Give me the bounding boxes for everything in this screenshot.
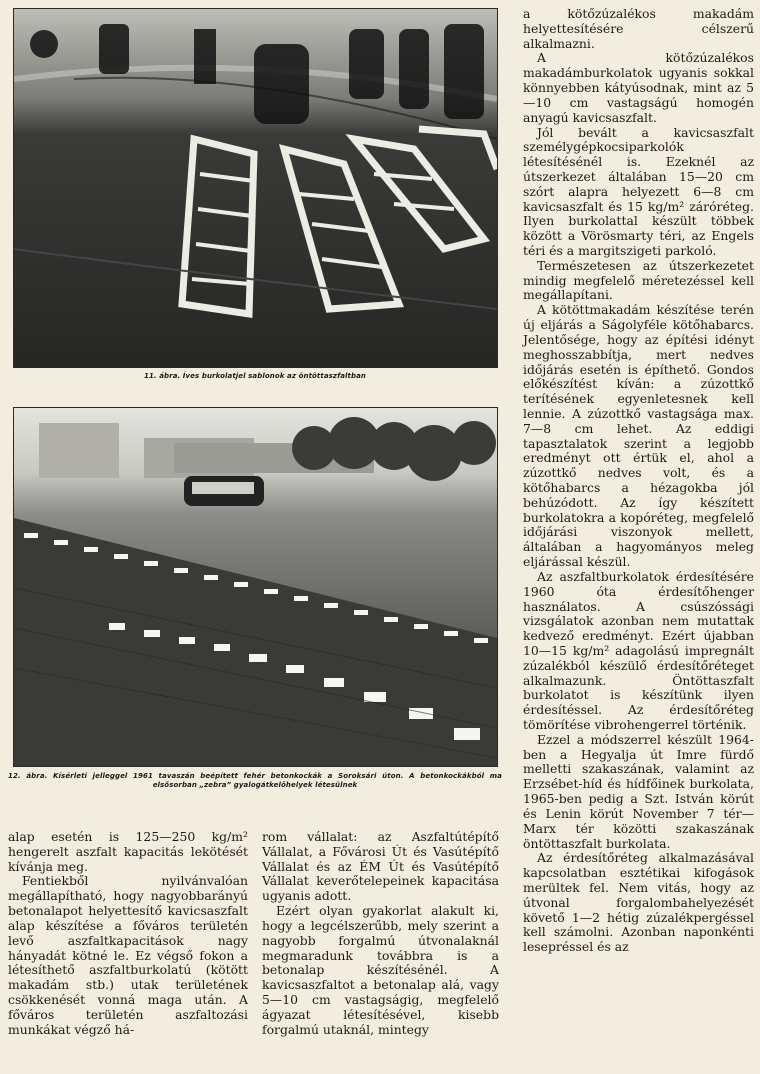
figure-12-image	[14, 408, 497, 766]
figure-11-photo	[13, 8, 498, 368]
paragraph: Fentiekből nyilvánvalóan megállapítható, hogy nagyobbarányú betonalapot helyettesítő kavicsaszfalt alap készítése a főváros területén levő aszfaltkapacitások nagy hányadát kötné le. Ez végső fokon a létesíthető aszfaltburkolatú (kötött makadám stb.) utak területének csökkenését vonná maga után. A főváros területén aszfaltozási munkákat végző há-	[8, 873, 248, 1037]
figure-11-caption: 11. ábra. Íves burkolatjel sablonok az öntöttaszfaltban	[143, 372, 367, 380]
paragraph: Az érdesítőréteg alkalmazásával kapcsolatban esztétikai kifogások merültek fel. Nem vitás, hogy az útvonal forgalombahelyezését követő 1—2 hétig zúzalékpergéssel kell számolni. Azonban naponkénti lesepréssel és az	[523, 850, 754, 955]
paragraph: alap esetén is 125—250 kg/m² hengerelt aszfalt kapacitás lekötését kívánja meg.	[8, 829, 248, 874]
paragraph: Ezzel a módszerrel készült 1964-ben a Hegyalja út Imre fürdő melletti szakaszának, valamint az Erzsébet-híd és hídfőinek burkolata, 1965-ben pedig a Szt. István körút és Lenin körút November 7 tér—Marx tér közötti szakaszának öntöttaszfalt burkolata.	[523, 731, 754, 851]
figure-12-photo	[13, 407, 498, 767]
paragraph: rom vállalat: az Aszfaltútépítő Vállalat, a Fővárosi Út és Vasútépítő Vállalat és az ÉM Út és Vasútépítő Vállalat keverőtelepeinek kapacitása ugyanis adott.	[262, 829, 499, 904]
paragraph: A kötöttmakadám készítése terén új eljárás a Ságolyféle kötőhabarcs. Jelentősége, hogy az építési idényt meghosszabbítja, mert nedves időjárás esetén is építhető. Gondos előkészítést kíván: a zúzottkő terítésének egyenletesnek kell lennie. A zúzottkő vastagsága max. 7—8 cm lehet. Az eddigi tapasztalatok szerint a legjobb eredményt ott értük el, ahol a zúzottkő nedves volt, és a kötőhabarcs a hézagokba jól behúzódott. Az így készített burkolatokra a kopóréteg, megfelelő időjárási viszonyok mellett, általában a hagyományos meleg eljárással készül.	[523, 302, 754, 570]
paragraph: Természetesen az útszerkezetet mindig megfelelő méretezéssel kell megállapítani.	[523, 257, 754, 303]
text-column-right	[523, 7, 754, 955]
paragraph: Az aszfaltburkolatok érdesítésére 1960 óta érdesítőhenger használatos. A csúszóssági vizsgálatok azonban nem mutattak kedvező eredményt. Ezért újabban 10—15 kg/m² adagolású impregnált zúzalékból készülő érdesítőréteget alkalmazunk. Öntöttaszfalt burkolatot is készítünk ilyen érdesítéssel. Az érdesítőréteg tömörítése vibrohengerrel történik.	[523, 568, 754, 732]
paragraph: Ezért olyan gyakorlat alakult ki, hogy a legcélszerűbb, mely szerint a nagyobb forgalmú útvonalaknál megmaradunk továbbra is a betonalap készítésénél. A kavicsaszfaltot a betonalap alá, vagy 5—10 cm vastagságig, megfelelő ágyazat létesítésével, kisebb forgalmú utaknál, mintegy	[262, 903, 499, 1037]
text-column-left	[8, 830, 248, 1037]
text-column-middle	[262, 830, 499, 1037]
paragraph: A kötőzúzalékos makadámburkolatok ugyanis sokkal könnyebben kátyúsodnak, mint az 5—10 cm vastagságú homogén anyagú kavicsaszfalt.	[523, 50, 754, 125]
paragraph: a kötőzúzalékos makadám helyettesítésére célszerű alkalmazni.	[523, 6, 754, 51]
figure-11-image	[14, 9, 497, 367]
paragraph: Jól bevált a kavicsaszfalt személygépkocsiparkolók létesítésénél is. Ezeknél az útszerkezet általában 15—20 cm szórt alapra helyezett 6—8 cm kavicsaszfalt és 15 kg/m² záróréteg. Ilyen burkolattal készült többek között a Vörösmarty téri, az Engels téri és a margitszigeti parkoló.	[523, 124, 754, 258]
figure-12-caption: 12. ábra. Kísérleti jelleggel 1961 tavaszán beépített fehér betonkockák a Soroksári úton. A betonkockákból ma elsősorban „zebra” gyalogátkelőhelyek létesülnek	[8, 772, 502, 789]
